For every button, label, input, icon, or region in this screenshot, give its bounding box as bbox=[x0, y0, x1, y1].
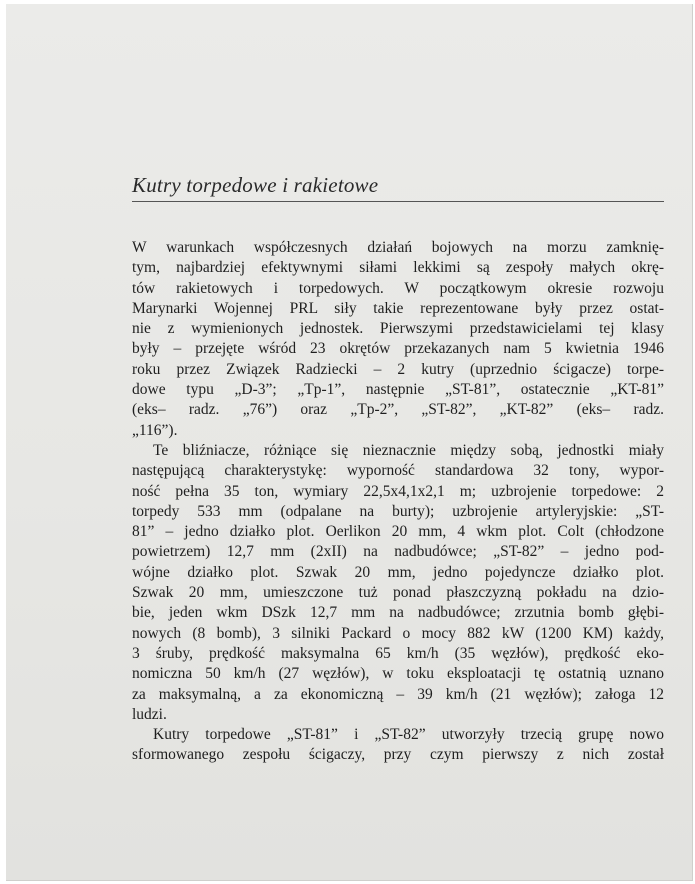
text-line: „116”). bbox=[132, 421, 178, 439]
text-line: nomiczna 50 km/h (27 węzłów), w toku eksploatacji tę ostatnią uznano bbox=[132, 665, 664, 683]
text-line: nie z wymienionych jednostek. Pierwszymi przedstawicielami tej klasy bbox=[132, 320, 664, 338]
text-line: (eks– radz. „76”) oraz „Tp-2”, „ST-82”, „KT-82” (eks– radz. bbox=[132, 401, 664, 419]
text-line: W warunkach współczesnych działań bojowych na morzu zamknię- bbox=[132, 239, 664, 256]
text-line: sformowanego zespołu ścigaczy, przy czym pierwszy z nich został bbox=[132, 746, 664, 764]
text-line: tym, najbardziej efektywnymi siłami lekkimi są zespoły małych okrę- bbox=[132, 259, 664, 277]
text-line: były – przejęte wśród 23 okrętów przekazanych nam 5 kwietnia 1946 bbox=[132, 340, 664, 358]
text-line: za maksymalną, a za ekonomiczną – 39 km/h (21 węzłów); załoga 12 bbox=[132, 685, 664, 703]
text-line: dowe typu „D-3”; „Tp-1”, następnie „ST-81”, ostatecznie „KT-81” bbox=[132, 381, 664, 399]
body-text bbox=[132, 238, 664, 766]
text-line: Marynarki Wojennej PRL siły takie reprezentowane były przez ostat- bbox=[132, 299, 664, 317]
title-underline bbox=[132, 201, 664, 202]
text-line: następującą charakterystykę: wyporność standardowa 32 tony, wypor- bbox=[132, 462, 664, 480]
text-line: Kutry torpedowe „ST-81” i „ST-82” utworzyły trzecią grupę nowo bbox=[153, 726, 664, 744]
text-line: nowych (8 bomb), 3 silniki Packard o mocy 882 kW (1200 KM) każdy, bbox=[132, 624, 664, 642]
text-line: ludzi. bbox=[132, 705, 167, 723]
book-page bbox=[6, 4, 693, 881]
text-line: 81” – jedno działko plot. Oerlikon 20 mm, 4 wkm plot. Colt (chłodzone bbox=[132, 523, 664, 541]
text-line: ność pełna 35 ton, wymiary 22,5x4,1x2,1 m; uzbrojenie torpedowe: 2 bbox=[132, 482, 664, 500]
text-line: Szwak 20 mm, umieszczone tuż ponad płaszczyzną pokładu na dzio- bbox=[132, 584, 664, 602]
text-line: torpedy 533 mm (odpalane na burty); uzbrojenie artyleryjskie: „ST- bbox=[132, 502, 664, 520]
text-line: Te bliźniacze, różniące się nieznacznie między sobą, jednostki miały bbox=[153, 441, 664, 459]
text-line: tów rakietowych i torpedowych. W początkowym okresie rozwoju bbox=[132, 279, 664, 297]
text-line: roku przez Związek Radziecki – 2 kutry (uprzednio ścigacze) torpe- bbox=[132, 360, 664, 378]
text-line: 3 śruby, prędkość maksymalna 65 km/h (35 węzłów), prędkość eko- bbox=[132, 644, 664, 662]
section-title: Kutry torpedowe i rakietowe bbox=[132, 173, 379, 197]
text-line: wójne działko plot. Szwak 20 mm, jedno pojedyncze działko plot. bbox=[132, 563, 664, 581]
text-line: bie, jeden wkm DSzk 12,7 mm na nadbudówce; zrzutnia bomb głębi- bbox=[132, 604, 664, 622]
text-line: powietrzem) 12,7 mm (2xII) na nadbudówce; „ST-82” – jedno pod- bbox=[132, 543, 664, 561]
